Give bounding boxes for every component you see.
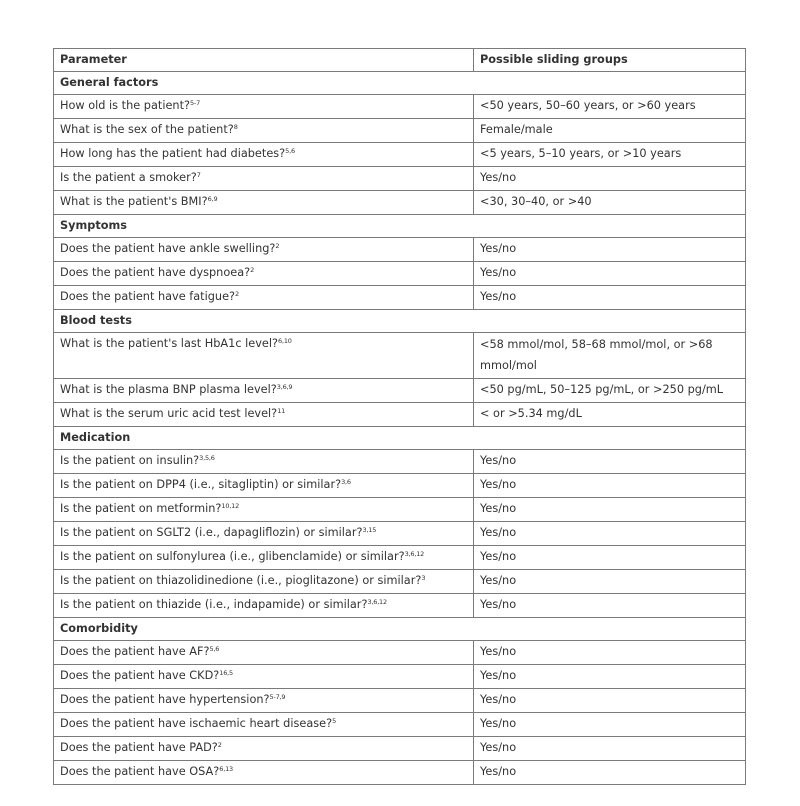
reference-superscript: 3 (421, 574, 426, 582)
reference-superscript: 3,5,6 (199, 454, 215, 462)
parameter-text: Is the patient on thiazolidinedione (i.e., pioglitazone) or similar? (60, 574, 422, 587)
parameter-cell (54, 262, 474, 286)
parameter-cell (54, 713, 474, 737)
sliding-groups-table (53, 48, 746, 785)
parameter-text: Does the patient have hypertension? (60, 693, 270, 706)
reference-superscript: 7 (196, 171, 201, 179)
parameter-cell (54, 143, 474, 167)
parameter-text: How old is the patient? (60, 99, 190, 112)
sliding-groups-cell: Yes/no (474, 737, 746, 761)
table-row (54, 474, 746, 498)
reference-superscript: 11 (277, 407, 286, 415)
sliding-groups-cell: <58 mmol/mol, 58–68 mmol/mol, or >68 mmol/mol (474, 333, 746, 379)
table-row (54, 594, 746, 618)
section-title: Comorbidity (54, 618, 746, 641)
parameter-text: Does the patient have AF? (60, 645, 210, 658)
parameter-cell (54, 238, 474, 262)
section-row (54, 72, 746, 95)
parameter-text: What is the sex of the patient? (60, 123, 234, 136)
parameter-text: Is the patient on insulin? (60, 454, 200, 467)
reference-superscript: 6,9 (207, 195, 218, 203)
sliding-groups-cell: <50 pg/mL, 50–125 pg/mL, or >250 pg/mL (474, 379, 746, 403)
parameter-text: Is the patient on sulfonylurea (i.e., glibenclamide) or similar? (60, 550, 405, 563)
parameter-text: Is the patient on SGLT2 (i.e., dapagliflozin) or similar? (60, 526, 363, 539)
section-title: Blood tests (54, 310, 746, 333)
reference-superscript: 2 (250, 266, 255, 274)
sliding-groups-cell: Yes/no (474, 286, 746, 310)
reference-superscript: 16,5 (219, 669, 233, 677)
table-body (54, 72, 746, 785)
parameter-cell (54, 761, 474, 785)
reference-superscript: 10,12 (221, 502, 240, 510)
reference-superscript: 2 (275, 242, 280, 250)
table-row (54, 403, 746, 427)
parameter-text: Does the patient have CKD? (60, 669, 220, 682)
section-row (54, 310, 746, 333)
sliding-groups-cell: Yes/no (474, 546, 746, 570)
sliding-groups-cell: Yes/no (474, 641, 746, 665)
sliding-groups-cell: <30, 30–40, or >40 (474, 191, 746, 215)
section-title: General factors (54, 72, 746, 95)
parameter-text: What is the patient's BMI? (60, 195, 208, 208)
sliding-groups-cell: Female/male (474, 119, 746, 143)
table-row (54, 119, 746, 143)
parameter-cell (54, 403, 474, 427)
table-container (53, 48, 745, 785)
parameter-text: Is the patient on thiazide (i.e., indapamide) or similar? (60, 598, 368, 611)
section-row (54, 427, 746, 450)
section-row (54, 215, 746, 238)
table-row (54, 665, 746, 689)
sliding-groups-cell: <5 years, 5–10 years, or >10 years (474, 143, 746, 167)
table-row (54, 286, 746, 310)
reference-superscript: 5-7 (190, 99, 201, 107)
parameter-text: How long has the patient had diabetes? (60, 147, 286, 160)
sliding-groups-cell: Yes/no (474, 594, 746, 618)
table-row (54, 713, 746, 737)
table-row (54, 641, 746, 665)
table-row (54, 570, 746, 594)
reference-superscript: 5,6 (209, 645, 220, 653)
sliding-groups-cell: Yes/no (474, 761, 746, 785)
sliding-groups-cell: Yes/no (474, 570, 746, 594)
parameter-cell (54, 167, 474, 191)
parameter-cell (54, 119, 474, 143)
table-row (54, 333, 746, 379)
parameter-text: Is the patient on DPP4 (i.e., sitagliptin) or similar? (60, 478, 342, 491)
header-possible-sliding-groups: Possible sliding groups (474, 49, 746, 72)
parameter-cell (54, 546, 474, 570)
sliding-groups-cell: Yes/no (474, 689, 746, 713)
reference-superscript: 6,10 (278, 337, 292, 345)
parameter-cell (54, 641, 474, 665)
table-row (54, 238, 746, 262)
reference-superscript: 5 (332, 717, 337, 725)
reference-superscript: 6,13 (219, 765, 233, 773)
parameter-cell (54, 689, 474, 713)
reference-superscript: 3,15 (362, 526, 377, 534)
parameter-text: What is the serum uric acid test level? (60, 407, 278, 420)
table-row (54, 379, 746, 403)
parameter-text: Does the patient have dyspnoea? (60, 266, 251, 279)
parameter-cell (54, 286, 474, 310)
section-row (54, 618, 746, 641)
parameter-cell (54, 570, 474, 594)
table-row (54, 95, 746, 119)
table-row (54, 262, 746, 286)
table-row (54, 689, 746, 713)
parameter-cell (54, 594, 474, 618)
parameter-text: Does the patient have ischaemic heart disease? (60, 717, 333, 730)
parameter-cell (54, 333, 474, 379)
header-parameter: Parameter (54, 49, 474, 72)
table-row (54, 191, 746, 215)
parameter-cell (54, 474, 474, 498)
reference-superscript: 2 (235, 290, 239, 298)
parameter-text: Is the patient a smoker? (60, 171, 197, 184)
parameter-cell (54, 522, 474, 546)
parameter-text: Does the patient have PAD? (60, 741, 218, 754)
parameter-cell (54, 665, 474, 689)
section-title: Symptoms (54, 215, 746, 238)
table-row (54, 737, 746, 761)
parameter-text: What is the patient's last HbA1c level? (60, 337, 279, 350)
parameter-cell (54, 498, 474, 522)
section-title: Medication (54, 427, 746, 450)
reference-superscript: 3,6,12 (367, 598, 387, 606)
parameter-cell (54, 95, 474, 119)
parameter-text: What is the plasma BNP plasma level? (60, 383, 277, 396)
sliding-groups-cell: Yes/no (474, 665, 746, 689)
sliding-groups-cell: Yes/no (474, 713, 746, 737)
table-row (54, 522, 746, 546)
table-row (54, 143, 746, 167)
parameter-cell (54, 737, 474, 761)
sliding-groups-cell: Yes/no (474, 498, 746, 522)
reference-superscript: 3,6,12 (404, 550, 425, 558)
parameter-cell (54, 379, 474, 403)
sliding-groups-cell: Yes/no (474, 262, 746, 286)
parameter-text: Does the patient have OSA? (60, 765, 220, 778)
sliding-groups-cell: <50 years, 50–60 years, or >60 years (474, 95, 746, 119)
reference-superscript: 5,6 (285, 147, 295, 155)
sliding-groups-cell: < or >5.34 mg/dL (474, 403, 746, 427)
parameter-text: Does the patient have fatigue? (60, 290, 236, 303)
sliding-groups-cell: Yes/no (474, 167, 746, 191)
table-row (54, 761, 746, 785)
table-row (54, 498, 746, 522)
sliding-groups-cell: Yes/no (474, 238, 746, 262)
table-row (54, 450, 746, 474)
sliding-groups-cell: Yes/no (474, 450, 746, 474)
reference-superscript: 5-7,9 (269, 693, 286, 701)
reference-superscript: 3,6,9 (276, 383, 293, 391)
parameter-cell (54, 450, 474, 474)
table-row (54, 546, 746, 570)
table-row (54, 167, 746, 191)
reference-superscript: 3,6 (341, 478, 351, 486)
sliding-groups-cell: Yes/no (474, 474, 746, 498)
header-row (54, 49, 746, 72)
reference-superscript: 2 (217, 741, 222, 749)
sliding-groups-cell: Yes/no (474, 522, 746, 546)
parameter-text: Is the patient on metformin? (60, 502, 222, 515)
reference-superscript: 8 (233, 123, 238, 131)
parameter-cell (54, 191, 474, 215)
parameter-text: Does the patient have ankle swelling? (60, 242, 276, 255)
